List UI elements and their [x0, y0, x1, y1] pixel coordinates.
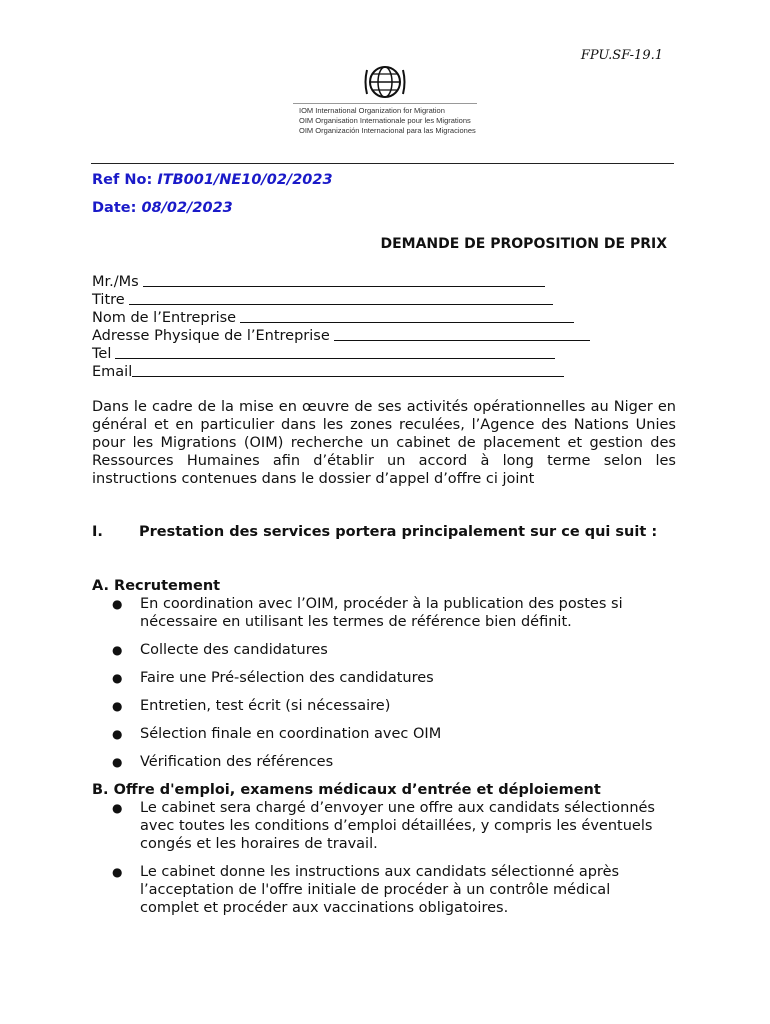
- bullet-icon: ●: [112, 755, 123, 769]
- list-item-text: En coordination avec l’OIM, procéder à la publication des postes si nécessaire en utilisant les termes de référence bien définit.: [140, 596, 623, 630]
- blank-line: [334, 340, 590, 341]
- list-item: [112, 669, 672, 687]
- reference-value: ITB001/NE10/02/2023: [157, 172, 333, 188]
- logo-line-es: OIM Organización Internacional para las Migraciones: [299, 126, 476, 135]
- section-heading: [92, 523, 676, 541]
- list-item: [112, 595, 672, 631]
- blank-line: [132, 376, 564, 377]
- blank-line: [240, 322, 574, 323]
- logo-divider: [293, 103, 477, 104]
- header-divider: [91, 163, 674, 164]
- list-item-text: Le cabinet sera chargé d’envoyer une offre aux candidats sélectionnés avec toutes les conditions d’emploi détaillées, y compris les éventuels congés et les horaires de travail.: [140, 800, 655, 852]
- subsection-b-title: B. Offre d'emploi, examens médicaux d’entrée et déploiement: [92, 782, 601, 798]
- blank-line: [129, 304, 553, 305]
- field-label: Adresse Physique de l’Entreprise: [92, 328, 330, 344]
- bullet-icon: ●: [112, 865, 123, 879]
- list-item-text: Entretien, test écrit (si nécessaire): [140, 698, 391, 714]
- list-item-text: Sélection finale en coordination avec OIM: [140, 726, 442, 742]
- list-item-text: Collecte des candidatures: [140, 642, 328, 658]
- field-email: [92, 363, 612, 381]
- field-label: Titre: [92, 292, 125, 308]
- logo-line-en: IOM International Organization for Migration: [299, 106, 445, 115]
- list-item-text: Vérification des références: [140, 754, 334, 770]
- iom-globe-emblem-icon: [364, 64, 406, 100]
- subsection-a-title: A. Recrutement: [92, 578, 221, 594]
- document-title: DEMANDE DE PROPOSITION DE PRIX: [380, 236, 667, 252]
- document-date: [92, 200, 233, 216]
- bullet-icon: ●: [112, 597, 123, 611]
- reference-label: Ref No:: [92, 172, 158, 188]
- bullet-icon: ●: [112, 643, 123, 657]
- list-item-text: Le cabinet donne les instructions aux candidats sélectionné après l’acceptation de l'offre initiale de procéder à un contrôle médical complet et procéder aux vaccinations obligatoires.: [140, 864, 620, 916]
- field-nom-entreprise: [92, 309, 612, 327]
- field-tel: [92, 345, 612, 363]
- field-adresse: [92, 327, 612, 345]
- blank-line: [115, 358, 555, 359]
- field-titre: [92, 291, 612, 309]
- date-value: 08/02/2023: [141, 200, 233, 216]
- bullet-icon: ●: [112, 699, 123, 713]
- bullet-icon: ●: [112, 727, 123, 741]
- list-item: [112, 753, 672, 771]
- blank-line: [143, 286, 545, 287]
- list-item-text: Faire une Pré-sélection des candidatures: [140, 670, 434, 686]
- list-item: [112, 725, 672, 743]
- list-item: [112, 641, 672, 659]
- bullet-icon: ●: [112, 671, 123, 685]
- section-number: I.: [92, 524, 103, 540]
- contact-fields: [92, 273, 612, 381]
- date-label: Date:: [92, 200, 142, 216]
- field-mr-ms: [92, 273, 612, 291]
- field-label: Email: [92, 364, 133, 380]
- subsection-a-list: [112, 595, 672, 771]
- intro-paragraph: Dans le cadre de la mise en œuvre de ses activités opérationnelles au Niger en général et en particulier dans les zones reculées, l’Agence des Nations Unies pour les Migrations (OIM) recherche un cabinet de placement et gestion des Ressources Humaines afin d’établir un accord à long terme selon les instructions contenues dans le dossier d’appel d’offre ci joint: [92, 399, 676, 487]
- field-label: Nom de l’Entreprise: [92, 310, 237, 326]
- list-item: [112, 799, 672, 853]
- field-label: Tel: [92, 346, 112, 362]
- field-label: Mr./Ms: [92, 274, 139, 290]
- logo-line-fr: OIM Organisation Internationale pour les Migrations: [299, 116, 471, 125]
- iom-logo: [0, 64, 770, 136]
- form-code: FPU.SF-19.1: [580, 48, 663, 63]
- list-item: [112, 863, 672, 917]
- list-item: [112, 697, 672, 715]
- reference-number: [92, 172, 333, 188]
- bullet-icon: ●: [112, 801, 123, 815]
- subsection-b-list: [112, 799, 672, 917]
- section-title: Prestation des services portera principalement sur ce qui suit :: [139, 524, 658, 540]
